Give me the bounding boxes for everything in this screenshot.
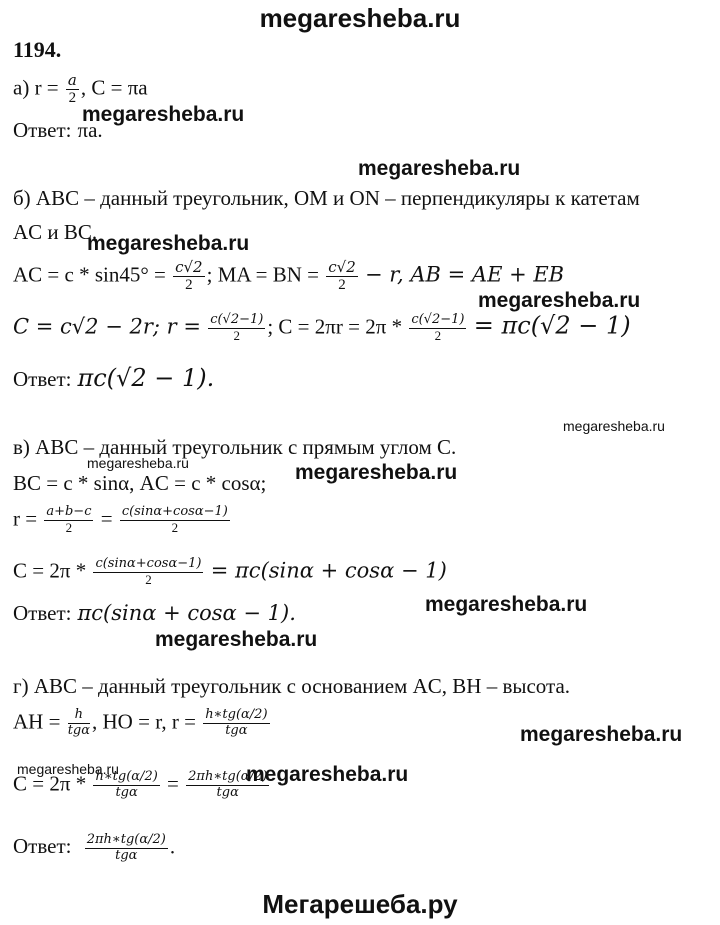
- watermark-link[interactable]: megaresheba.ru: [246, 763, 409, 786]
- fraction: $\frac{a+b-c}{2}$: [46, 504, 92, 535]
- part-b-line-2: C = c√2 − 2r; r = $\frac{c(√2-1)}{2}$ ; C = 2πr = 2π * $\frac{c(√2-1)}{2}$ = πc(√2 − 1): [13, 311, 631, 343]
- watermark-link[interactable]: megaresheba.ru: [425, 593, 588, 616]
- part-v-line-1: BC = c * sinα, AC = c * cosα;: [13, 471, 267, 495]
- part-b-intro-2: AC и BC.: [13, 220, 98, 244]
- part-v-answer: Ответ: πc(sinα + cosα − 1).: [13, 601, 296, 625]
- watermark-link[interactable]: megaresheba.ru: [358, 157, 521, 180]
- watermark-link[interactable]: megaresheba.ru: [563, 418, 665, 434]
- site-footer[interactable]: Мегарешеба.ру: [262, 889, 458, 919]
- part-g-intro: г) ABC – данный треугольник с основанием AC, BH – высота.: [13, 674, 571, 698]
- part-b-answer: Ответ: πc(√2 − 1).: [13, 364, 215, 392]
- watermark-link[interactable]: megaresheba.ru: [82, 103, 245, 126]
- part-g-line-1: AH = $\frac{h}{\text{tgα}}$ , HO = r, r = $\frac{h∗tg(\alpha/2)}{\text{tgα}}$: [13, 707, 268, 738]
- fraction: $\frac{c√2}{2}$: [175, 258, 203, 294]
- fraction: $\frac{h∗tg(\alpha/2)}{\text{tgα}}$: [95, 769, 158, 800]
- part-g-answer: Ответ: $\frac{2\pi h∗tg(\alpha/2)}{\text{tgα}}$ .: [13, 832, 176, 863]
- part-b-intro-1: б) ABC – данный треугольник, OM и ON – перпендикуляры к катетам: [13, 186, 640, 210]
- watermark-link[interactable]: megaresheba.ru: [520, 723, 683, 746]
- part-g-line-2: C = 2π * $\frac{h∗tg(\alpha/2)}{\text{tgα}}$ = $\frac{2\pi h∗tg(\alpha/2)}{\text{tgα}}$: [13, 769, 268, 800]
- fraction: $\frac{h∗tg(\alpha/2)}{\text{tgα}}$: [205, 707, 268, 738]
- fraction: $\frac{c(√2-1)}{2}$: [210, 312, 264, 343]
- problem-number: 1194.: [13, 37, 62, 62]
- part-v-intro: в) ABC – данный треугольник с прямым углом C.: [13, 435, 457, 459]
- fraction: $\frac{2\pi h∗tg(\alpha/2)}{\text{tgα}}$: [188, 769, 268, 800]
- part-v-line-3: C = 2π * $\frac{c(\sin\alpha+\cos\alpha-1)}{2}$ = πc(sinα + cosα − 1): [13, 556, 447, 587]
- part-a-line-1: а) r = $\frac{a}{2}$ , C = πa: [13, 71, 148, 107]
- watermark-link[interactable]: megaresheba.ru: [478, 289, 641, 312]
- part-b-line-1: AC = c * sin45° = $\frac{c√2}{2}$ ; MA = BN = $\frac{c√2}{2}$ − r, AB = AE + EB: [13, 258, 565, 294]
- watermark-link[interactable]: megaresheba.ru: [155, 628, 318, 651]
- site-header[interactable]: megaresheba.ru: [259, 3, 461, 33]
- fraction: $\frac{2\pi h∗tg(\alpha/2)}{\text{tgα}}$: [86, 832, 166, 863]
- fraction: $\frac{a}{2}$: [67, 71, 77, 107]
- watermark-link[interactable]: megaresheba.ru: [295, 461, 458, 484]
- watermark-link[interactable]: megaresheba.ru: [17, 761, 119, 777]
- part-v-line-2: r = $\frac{a+b-c}{2}$ = $\frac{c(\sin\alpha+\cos\alpha-1)}{2}$: [13, 504, 228, 535]
- part-a-answer: Ответ: πa.: [13, 118, 103, 142]
- fraction: $\frac{c√2}{2}$: [328, 258, 356, 294]
- fraction: $\frac{c(√2-1)}{2}$: [411, 312, 465, 343]
- fraction: $\frac{c(\sin\alpha+\cos\alpha-1)}{2}$: [121, 504, 228, 535]
- fraction: $\frac{c(\sin\alpha+\cos\alpha-1)}{2}$: [95, 556, 202, 587]
- fraction: $\frac{h}{\text{tgα}}$: [67, 707, 91, 738]
- watermark-link[interactable]: megaresheba.ru: [87, 232, 250, 255]
- watermark-link[interactable]: megaresheba.ru: [87, 455, 189, 471]
